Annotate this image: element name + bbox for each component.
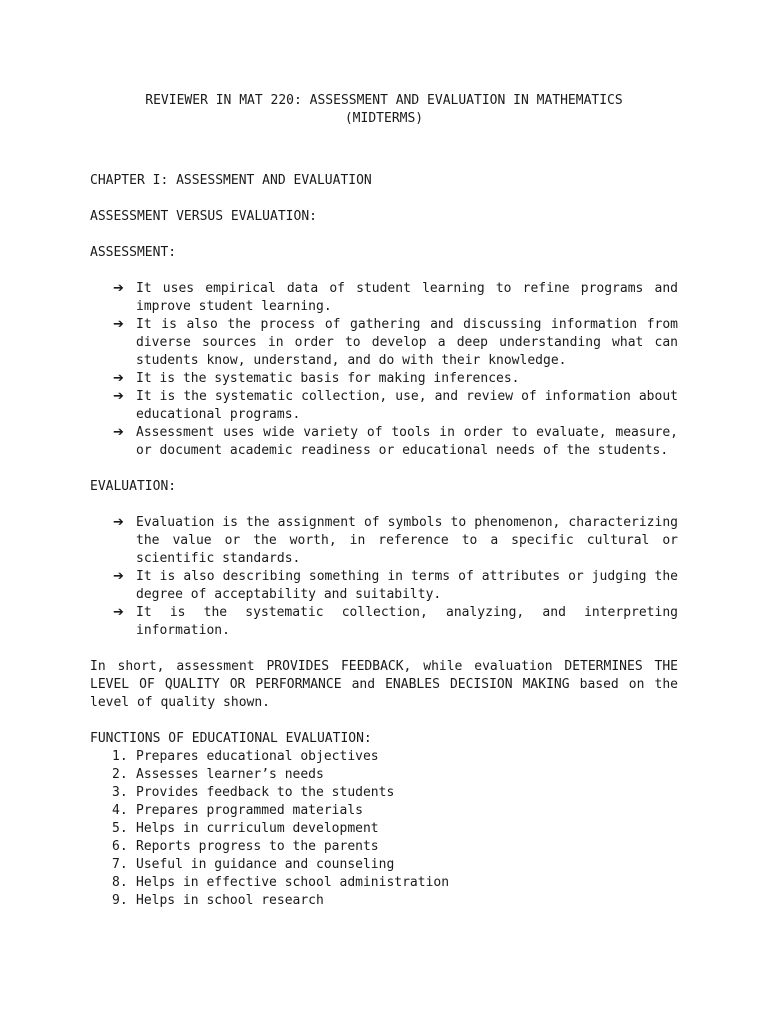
evaluation-heading: EVALUATION: (90, 479, 177, 494)
arrow-bullet-icon: ➔ (113, 317, 124, 332)
arrow-bullet-icon: ➔ (113, 569, 124, 584)
function-number: 3. (112, 785, 128, 800)
summary-paragraph: In short, assessment PROVIDES FEEDBACK, while evaluation DETERMINES THE LEVEL OF QUALITY OR PERFORMANCE and ENABLES DECISION MAKING based on the level of quality shown. (90, 659, 678, 710)
assessment-item (90, 424, 678, 460)
function-item (90, 766, 678, 784)
function-item (90, 838, 678, 856)
arrow-bullet-icon: ➔ (113, 425, 124, 440)
function-item (90, 820, 678, 838)
evaluation-item (90, 514, 678, 568)
assessment-item-text: Assessment uses wide variety of tools in order to evaluate, measure, or document academic readiness or educational needs of the students. (136, 425, 678, 458)
function-number: 7. (112, 857, 128, 872)
function-number: 6. (112, 839, 128, 854)
function-number: 1. (112, 749, 128, 764)
function-text: Helps in effective school administration (136, 875, 450, 890)
assessment-item (90, 280, 678, 316)
function-text: Reports progress to the parents (136, 839, 379, 854)
arrow-bullet-icon: ➔ (113, 605, 124, 620)
functions-list (90, 748, 678, 910)
versus-heading: ASSESSMENT VERSUS EVALUATION: (90, 209, 317, 224)
function-number: 2. (112, 767, 128, 782)
function-text: Prepares educational objectives (136, 749, 379, 764)
function-text: Helps in school research (136, 893, 324, 908)
document-title-line-2: (MIDTERMS) (344, 111, 424, 126)
assessment-item-text: It is the systematic basis for making inferences. (136, 371, 520, 386)
assessment-item-text: It is the systematic collection, use, and review of information about educational programs. (136, 389, 678, 422)
assessment-list (90, 280, 678, 460)
function-item (90, 856, 678, 874)
function-text: Assesses learner’s needs (136, 767, 324, 782)
function-item (90, 748, 678, 766)
function-text: Useful in guidance and counseling (136, 857, 395, 872)
arrow-bullet-icon: ➔ (113, 371, 124, 386)
arrow-bullet-icon: ➔ (113, 389, 124, 404)
assessment-item (90, 370, 678, 388)
function-item (90, 874, 678, 892)
function-item (90, 892, 678, 910)
function-text: Prepares programmed materials (136, 803, 363, 818)
functions-heading: FUNCTIONS OF EDUCATIONAL EVALUATION: (90, 731, 372, 746)
evaluation-item-text: It is the systematic collection, analyzing, and interpreting information. (136, 605, 678, 638)
evaluation-item-text: Evaluation is the assignment of symbols to phenomenon, characterizing the value or the worth, in reference to a specific cultural or scientific standards. (136, 515, 678, 566)
evaluation-list (90, 514, 678, 640)
function-number: 8. (112, 875, 128, 890)
document-title-line-1: REVIEWER IN MAT 220: ASSESSMENT AND EVALUATION IN MATHEMATICS (145, 93, 623, 108)
assessment-item (90, 388, 678, 424)
assessment-item-text: It uses empirical data of student learning to refine programs and improve student learning. (136, 281, 678, 314)
arrow-bullet-icon: ➔ (113, 515, 124, 530)
assessment-item-text: It is also the process of gathering and discussing information from diverse sources in order to develop a deep understanding what can students know, understand, and do with their knowledge. (136, 317, 678, 368)
document-page (90, 92, 678, 910)
chapter-heading: CHAPTER I: ASSESSMENT AND EVALUATION (90, 173, 372, 188)
function-item (90, 802, 678, 820)
assessment-heading: ASSESSMENT: (90, 245, 177, 260)
evaluation-item (90, 568, 678, 604)
function-text: Helps in curriculum development (136, 821, 379, 836)
evaluation-item (90, 604, 678, 640)
arrow-bullet-icon: ➔ (113, 281, 124, 296)
function-number: 4. (112, 803, 128, 818)
assessment-item (90, 316, 678, 370)
evaluation-item-text: It is also describing something in terms of attributes or judging the degree of acceptability and suitabilty. (136, 569, 678, 602)
function-text: Provides feedback to the students (136, 785, 395, 800)
function-number: 9. (112, 893, 128, 908)
function-item (90, 784, 678, 802)
function-number: 5. (112, 821, 128, 836)
